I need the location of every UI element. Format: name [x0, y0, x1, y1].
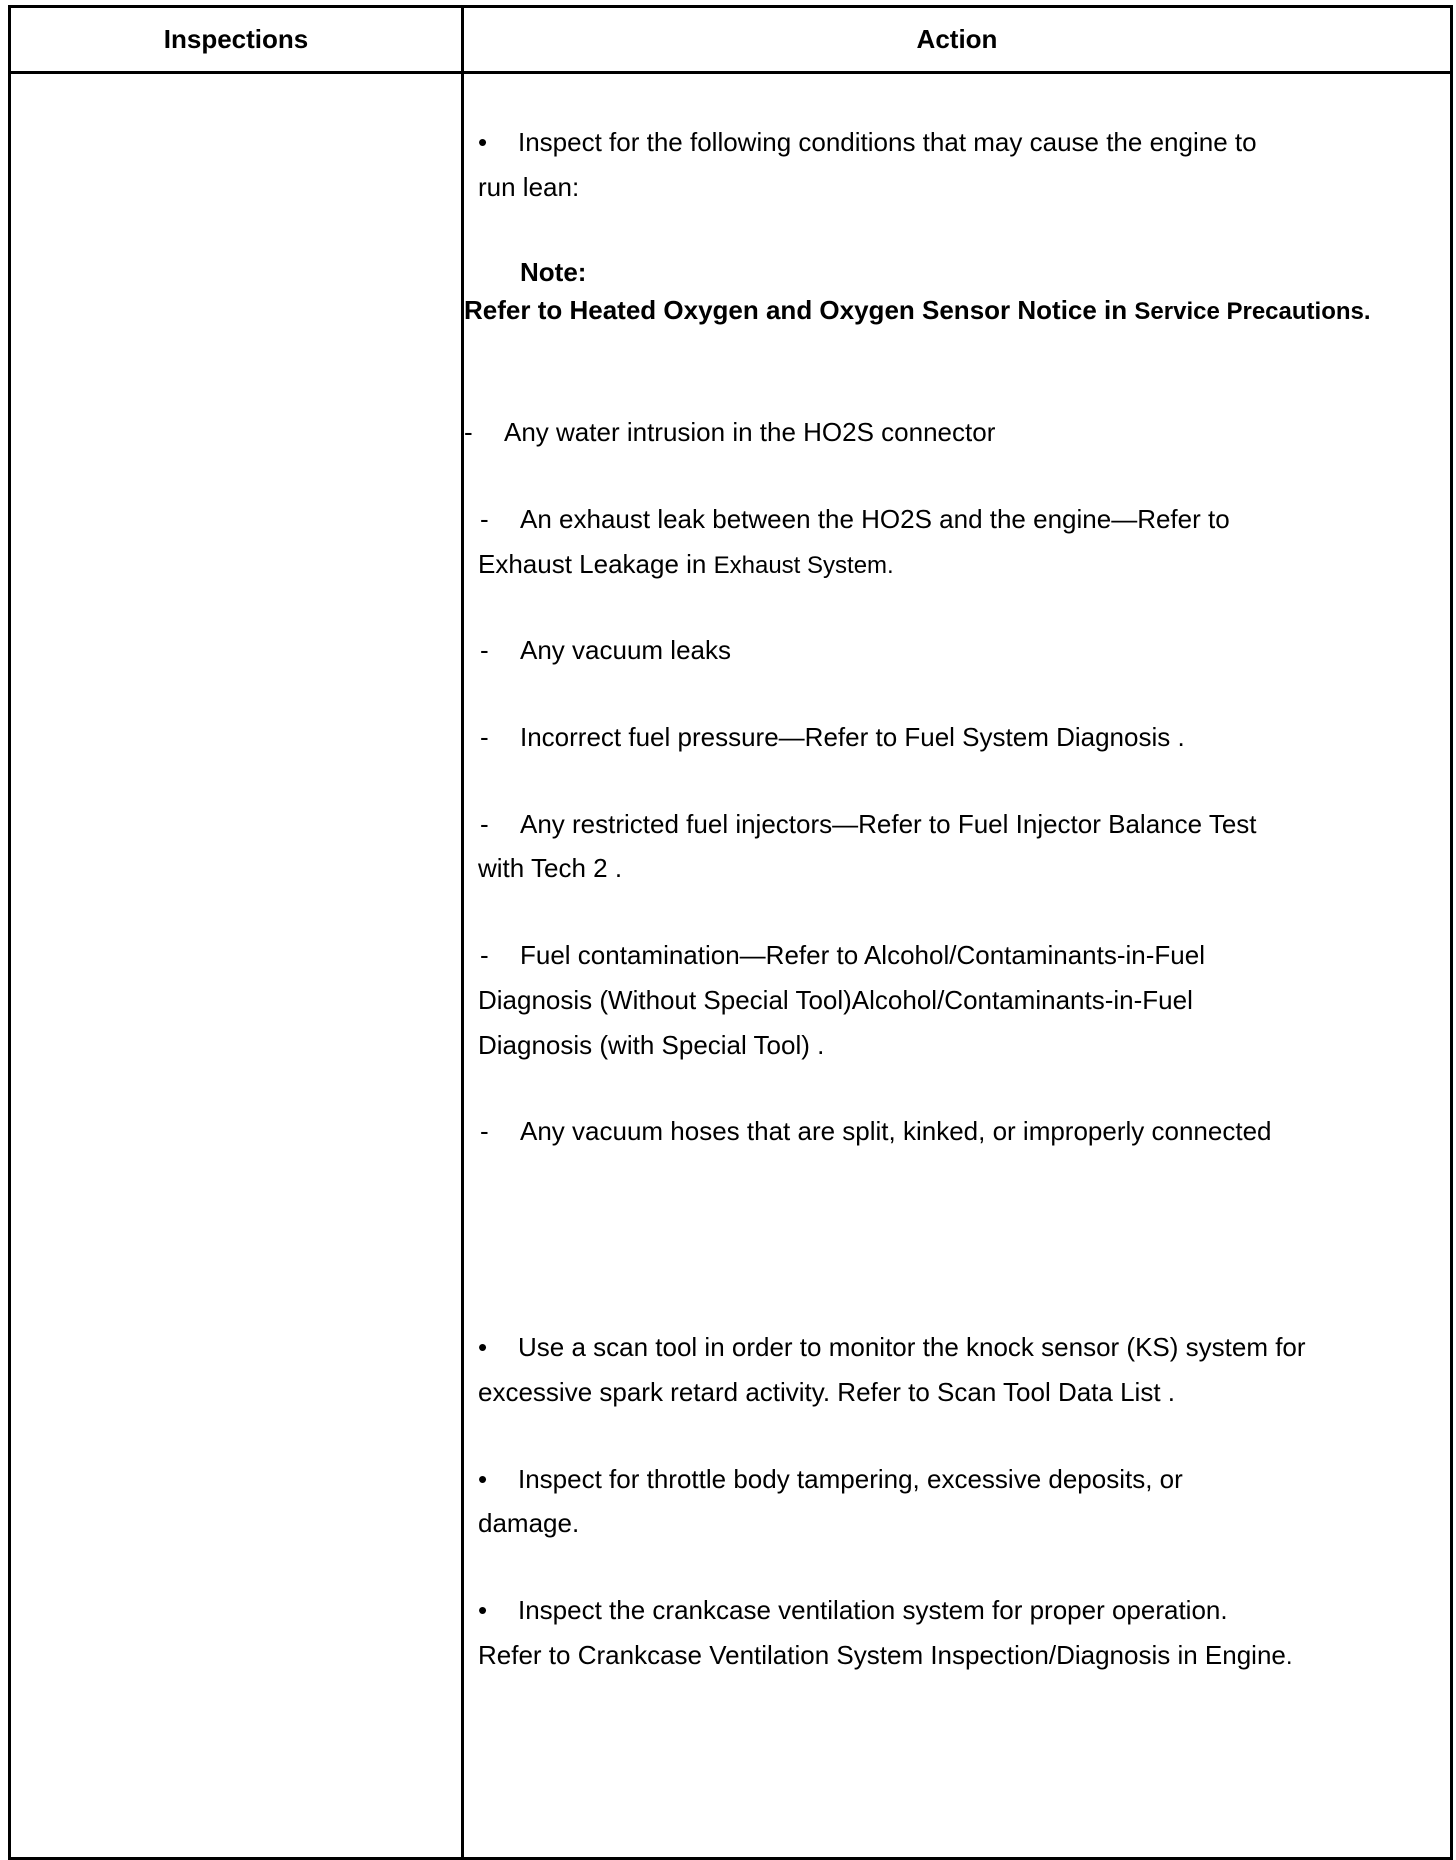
bullet-crankcase-line1: • Inspect the crankcase ventilation system for proper operation.	[478, 1588, 1228, 1632]
dash-fuel-injectors-line1: - Any restricted fuel injectors—Refer to Fuel Injector Balance Test	[480, 802, 1257, 846]
header-inspections: Inspections	[163, 24, 309, 54]
dash-exhaust-leak-line1: - An exhaust leak between the HO2S and the engine—Refer to	[480, 497, 1230, 541]
dash-marker: -	[464, 417, 473, 447]
note-text: Refer to Heated Oxygen and Oxygen Sensor Notice in Service Precautions.	[464, 295, 1371, 325]
bullet-crankcase-line2: Refer to Crankcase Ventilation System Inspection/Diagnosis in Engine.	[478, 1640, 1293, 1670]
bullet-run-lean-line1: • Inspect for the following conditions that may cause the engine to	[478, 120, 1257, 164]
dash-marker: -	[480, 504, 489, 534]
dash-vacuum-leaks: - Any vacuum leaks	[480, 628, 731, 672]
dash-marker: -	[480, 809, 489, 839]
dash-fuel-contamination-line2: Diagnosis (Without Special Tool)Alcohol/Contaminants-in-Fuel	[478, 985, 1193, 1015]
dash-fuel-contamination-line1: - Fuel contamination—Refer to Alcohol/Contaminants-in-Fuel	[480, 933, 1205, 977]
bullet-marker: •	[478, 1595, 488, 1625]
column-divider	[461, 8, 464, 1857]
bullet-knock-sensor-line2: excessive spark retard activity. Refer to Scan Tool Data List .	[478, 1377, 1175, 1407]
note-label: Note:	[520, 257, 587, 287]
dash-fuel-injectors-line2: with Tech 2 .	[478, 853, 623, 883]
dash-marker: -	[480, 1116, 489, 1146]
bullet-marker: •	[478, 127, 488, 157]
dash-marker: -	[480, 722, 489, 752]
dash-vacuum-hoses: - Any vacuum hoses that are split, kinked, or improperly connected	[480, 1109, 1272, 1153]
header-action: Action	[916, 24, 998, 54]
bullet-throttle-body-line2: damage.	[478, 1508, 580, 1538]
bullet-throttle-body-line1: • Inspect for throttle body tampering, excessive deposits, or	[478, 1457, 1183, 1501]
dash-exhaust-leak-line2: Exhaust Leakage in Exhaust System.	[478, 549, 894, 579]
dash-marker: -	[480, 940, 489, 970]
bullet-marker: •	[478, 1464, 488, 1494]
bullet-run-lean-line2: run lean:	[478, 172, 580, 202]
table-header-row	[11, 8, 1450, 74]
dash-fuel-pressure: - Incorrect fuel pressure—Refer to Fuel System Diagnosis .	[480, 715, 1185, 759]
dash-fuel-contamination-line3: Diagnosis (with Special Tool) .	[478, 1030, 825, 1060]
dash-marker: -	[480, 635, 489, 665]
bullet-marker: •	[478, 1332, 488, 1362]
dash-water-intrusion: - Any water intrusion in the HO2S connector	[464, 410, 995, 454]
bullet-knock-sensor-line1: • Use a scan tool in order to monitor the knock sensor (KS) system for	[478, 1325, 1306, 1369]
